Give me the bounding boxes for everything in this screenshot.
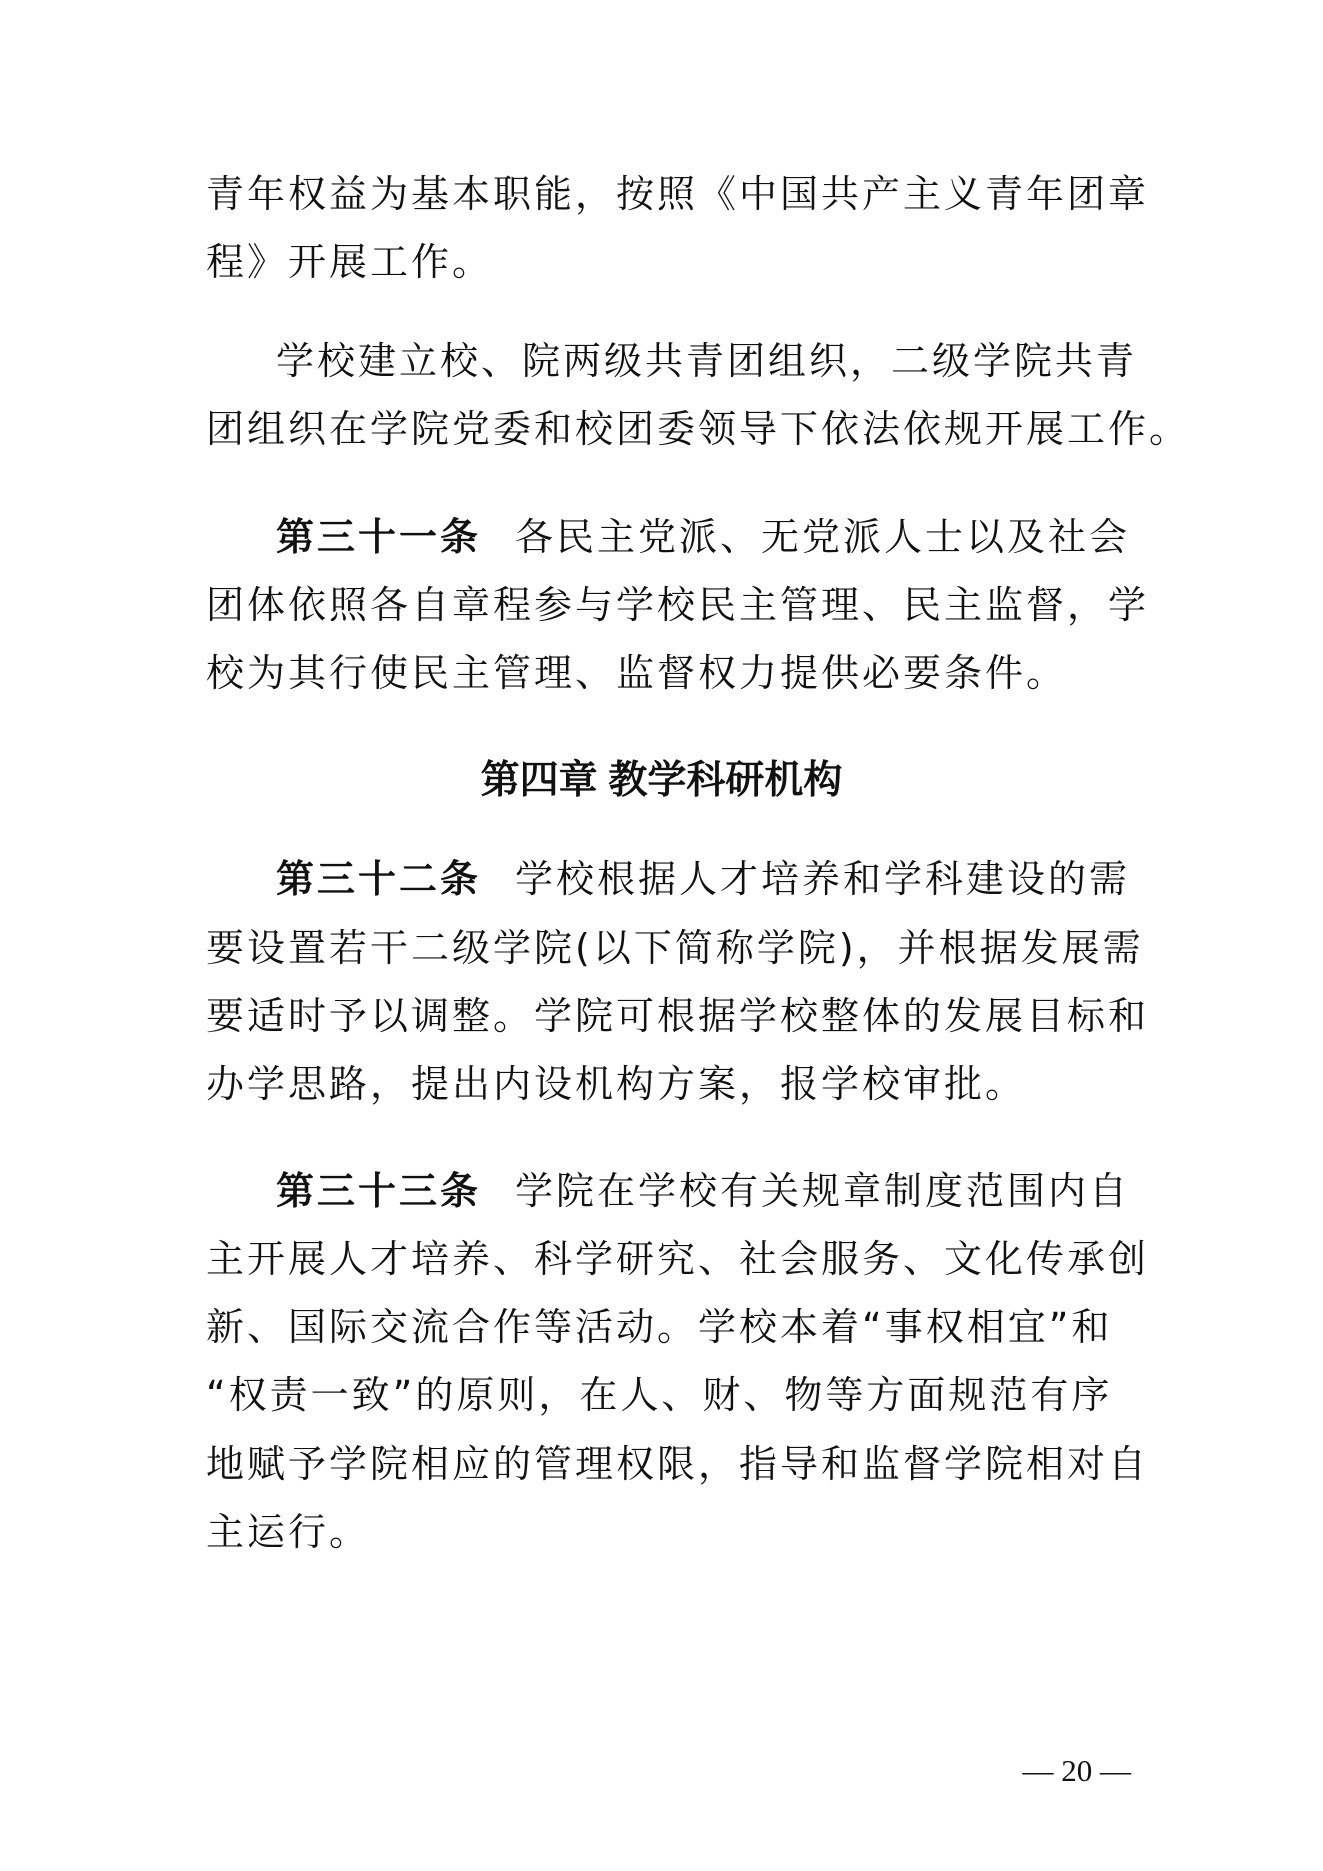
article-33-first-text: 学院在学校有关规章制度范围内自 xyxy=(515,1169,1131,1213)
article-33-line-6: 主运行。 xyxy=(206,1510,371,1554)
article-33-line-3: 新、国际交流合作等活动。学校本着“事权相宜”和 xyxy=(206,1305,1113,1349)
chapter-title: 第四章 教学科研机构 xyxy=(480,759,843,802)
article-33-line-4: “权责一致”的原则，在人、财、物等方面规范有序 xyxy=(206,1373,1113,1417)
article-33-first-line xyxy=(276,1167,1130,1215)
article-32-line-3: 要适时予以调整。学院可根据学校整体的发展目标和 xyxy=(206,994,1150,1038)
paragraph-1-line-2: 团组织在学院党委和校团委领导下依法依规开展工作。 xyxy=(206,407,1191,451)
article-31-first-line xyxy=(276,513,1130,561)
article-31-label: 第三十一条 xyxy=(276,515,482,559)
article-33-label: 第三十三条 xyxy=(276,1169,482,1213)
article-33-line-5: 地赋予学院相应的管理权限，指导和监督学院相对自 xyxy=(206,1442,1150,1486)
article-31-first-text: 各民主党派、无党派人士以及社会 xyxy=(515,515,1131,559)
article-32-line-2: 要设置若干二级学院(以下简称学院)，并根据发展需 xyxy=(206,926,1144,970)
article-32-line-4: 办学思路，提出内设机构方案，报学校审批。 xyxy=(206,1062,1027,1106)
article-31-line-3: 校为其行使民主管理、监督权力提供必要条件。 xyxy=(206,651,1068,695)
article-32-first-line xyxy=(276,855,1130,903)
paragraph-1-line-1: 学校建立校、院两级共青团组织，二级学院共青 xyxy=(276,339,1138,383)
article-31-line-2: 团体依照各自章程参与学校民主管理、民主监督，学 xyxy=(206,583,1150,627)
continuation-line-2: 程》开展工作。 xyxy=(206,240,494,284)
page-number: — 20 — xyxy=(1022,1753,1131,1788)
article-32-label: 第三十二条 xyxy=(276,857,482,901)
continuation-line-1: 青年权益为基本职能，按照《中国共产主义青年团章 xyxy=(206,172,1150,216)
article-32-first-text: 学校根据人才培养和学科建设的需 xyxy=(515,857,1131,901)
article-33-line-2: 主开展人才培养、科学研究、社会服务、文化传承创 xyxy=(206,1237,1150,1281)
